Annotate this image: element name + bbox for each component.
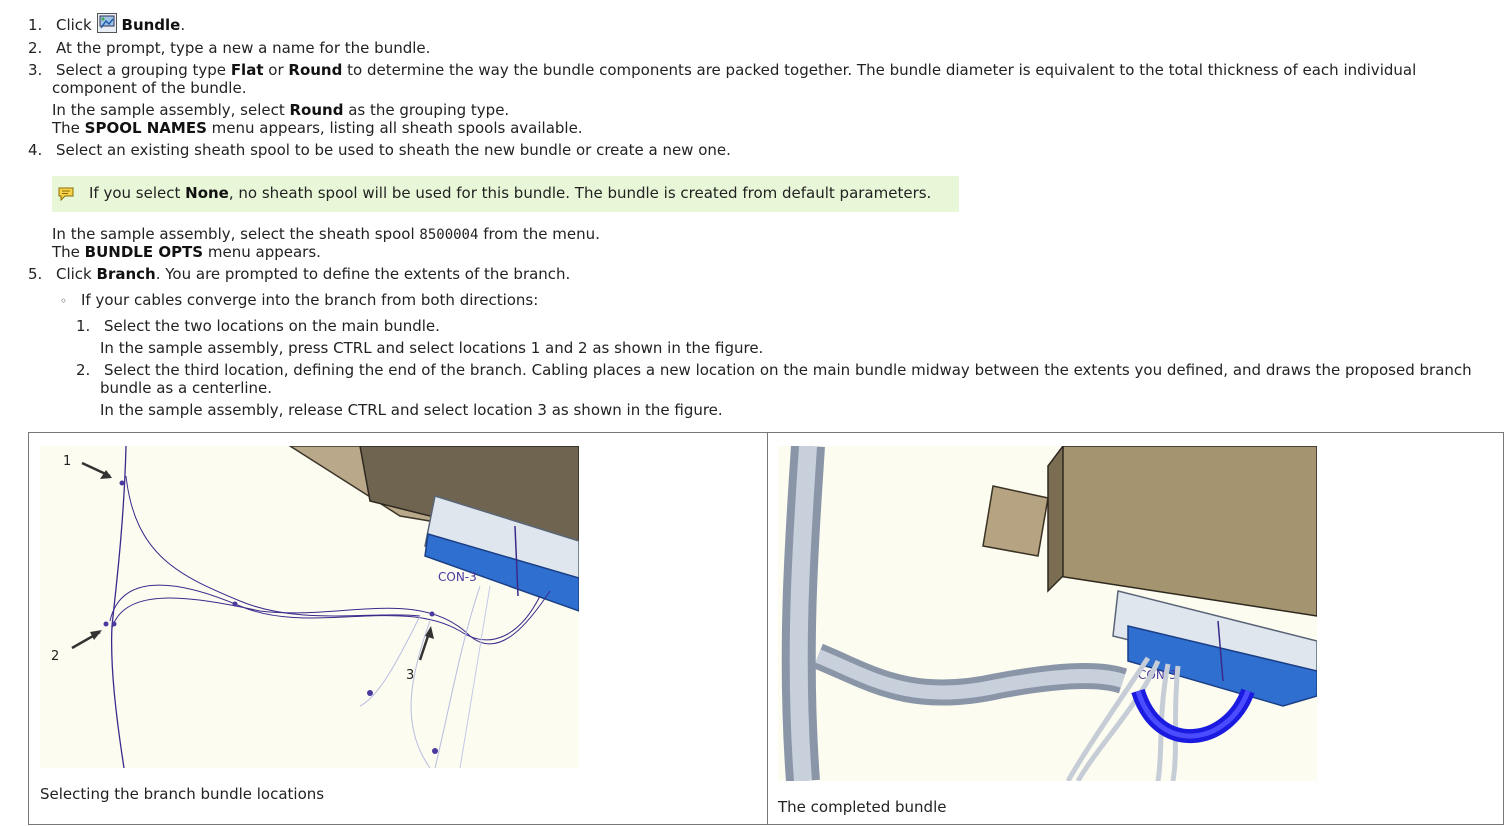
substep-2-continuation: bundle as a centerline. (100, 379, 273, 397)
step-3-menu: The SPOOL NAMES menu appears, listing all sheath spools available. (52, 119, 583, 137)
bundle-icon (97, 13, 117, 37)
location-label-3: 3 (406, 668, 415, 683)
right-figure-caption: The completed bundle (778, 798, 947, 816)
step-3: 3. Select a grouping type Flat or Round to determine the way the bundle components are packed together. The bundle diameter is equivalent to the total thickness of each individual (28, 61, 1417, 79)
figure-divider (767, 433, 768, 824)
completed-bundle-figure (778, 446, 1317, 781)
location-label-1: 1 (63, 454, 72, 469)
spool-sample: In the sample assembly, select the sheath spool 8500004 from the menu. (52, 225, 600, 243)
right-connector-label: CON-3 (1138, 668, 1177, 682)
note-text: If you select None, no sheath spool will be used for this bundle. The bundle is created from default parameters. (89, 184, 932, 202)
step-1: 1. Click Bundle. (28, 13, 185, 37)
step-2: 2. At the prompt, type a new a name for the bundle. (28, 39, 431, 57)
note-icon (58, 186, 74, 206)
substep-2-sample: In the sample assembly, release CTRL and select location 3 as shown in the figure. (100, 401, 723, 419)
bundle-opts-menu: The BUNDLE OPTS menu appears. (52, 243, 321, 261)
substep-2: 2. Select the third location, defining the end of the branch. Cabling places a new location on the main bundle midway between the extents you defined, and draws the proposed branch (76, 361, 1472, 379)
left-figure-caption: Selecting the branch bundle locations (40, 785, 325, 803)
substep-1: 1. Select the two locations on the main bundle. (76, 317, 440, 335)
bullet-item: ◦ If your cables converge into the branch from both directions: (60, 291, 539, 309)
step-4: 4. Select an existing sheath spool to be used to sheath the new bundle or create a new one. (28, 141, 731, 159)
step-3-continuation: component of the bundle. (52, 79, 247, 97)
step-5: 5. Click Branch. You are prompted to define the extents of the branch. (28, 265, 571, 283)
step-3-sample: In the sample assembly, select Round as the grouping type. (52, 101, 510, 119)
left-connector-label: CON-3 (438, 570, 477, 584)
substep-1-sample: In the sample assembly, press CTRL and select locations 1 and 2 as shown in the figure. (100, 339, 764, 357)
location-label-2: 2 (51, 649, 60, 664)
branch-locations-figure (40, 446, 579, 768)
figure-table (28, 432, 1504, 825)
note-box (52, 176, 959, 212)
